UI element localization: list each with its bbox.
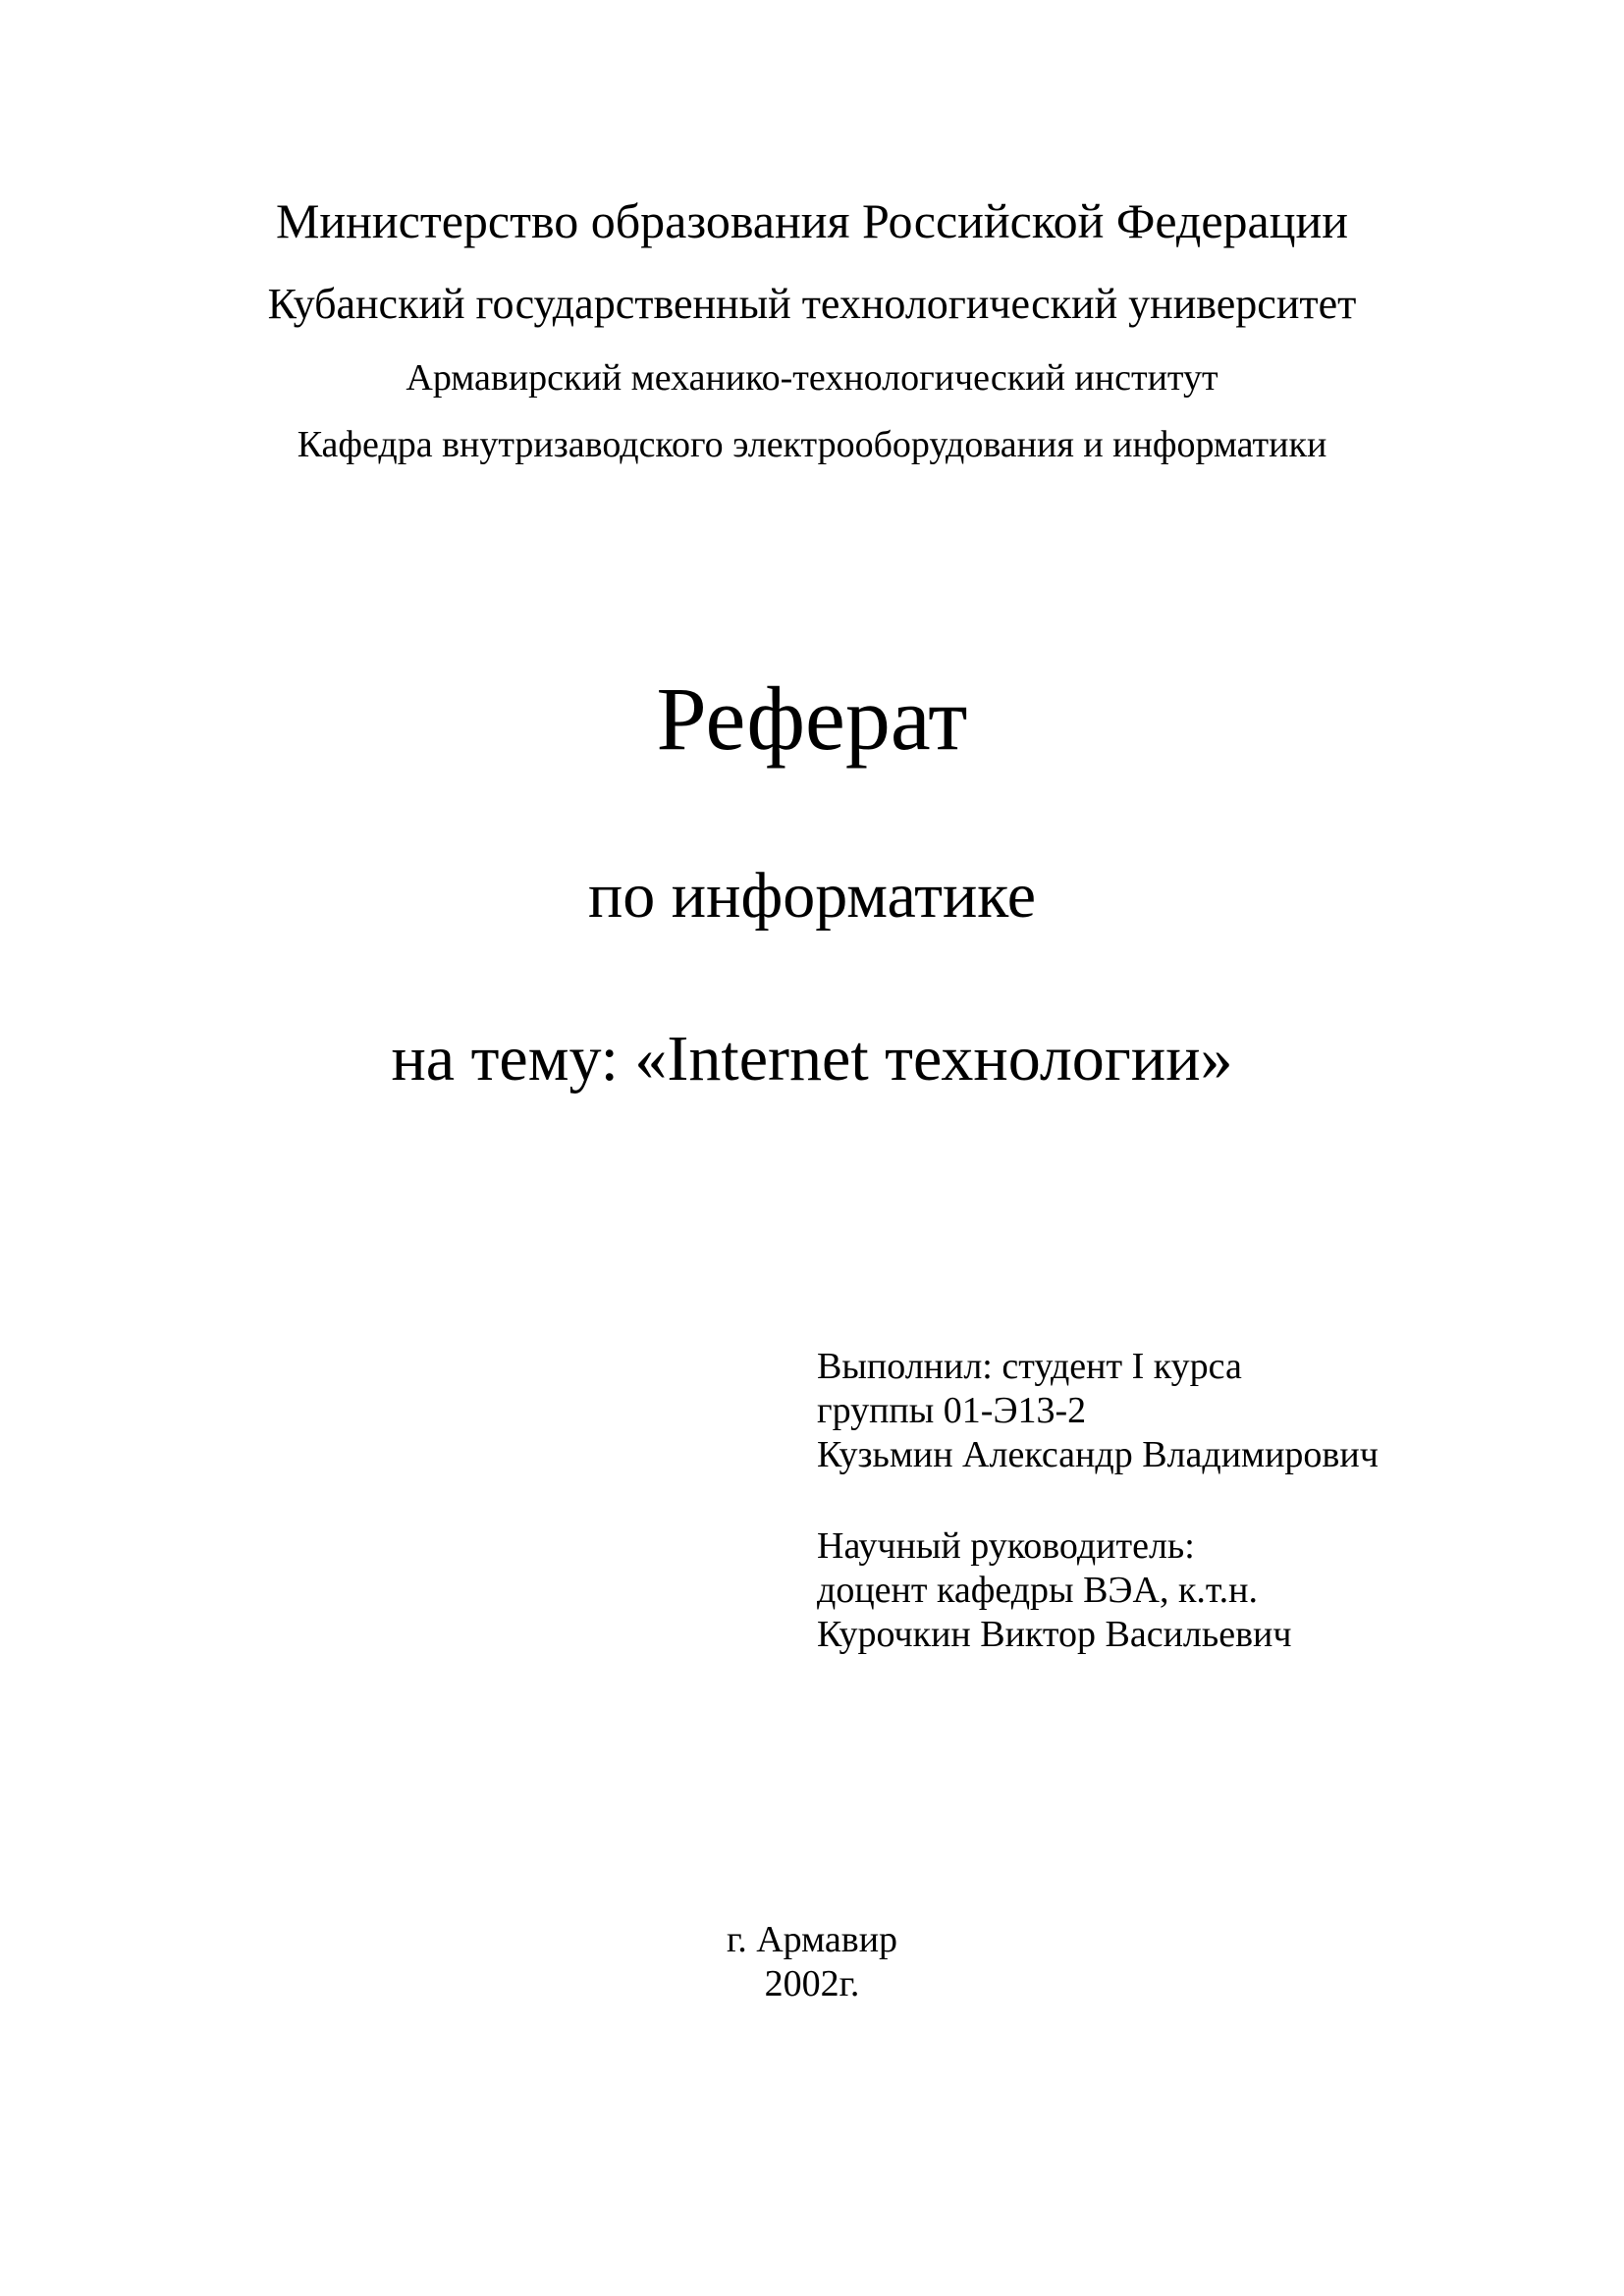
document-topic: на тему: «Internet технологии» [391,1023,1233,1095]
advisor-position: доцент кафедры ВЭА, к.т.н. [817,1570,1259,1611]
university-heading: Кубанский государственный технологический университет [267,280,1357,328]
author-group: группы 01-Э13-2 [817,1390,1087,1431]
department-heading: Кафедра внутризаводского электрооборудования и информатики [297,424,1327,465]
author-block [817,1345,1379,1477]
advisor-role: Научный руководитель: [817,1525,1195,1567]
advisor-block [817,1524,1291,1657]
city: г. Армавир [726,1919,898,1960]
author-name: Кузьмин Александр Владимирович [817,1434,1379,1475]
document-subject: по информатике [587,860,1036,932]
ministry-heading: Министерство образования Российской Федерации [275,193,1349,248]
advisor-name: Курочкин Виктор Васильевич [817,1614,1292,1655]
institute-heading: Армавирский механико-технологический институт [406,357,1218,399]
year: 2002г. [764,1963,860,2004]
author-role: Выполнил: студент I курса [817,1346,1242,1387]
document-title: Реферат [656,668,968,769]
